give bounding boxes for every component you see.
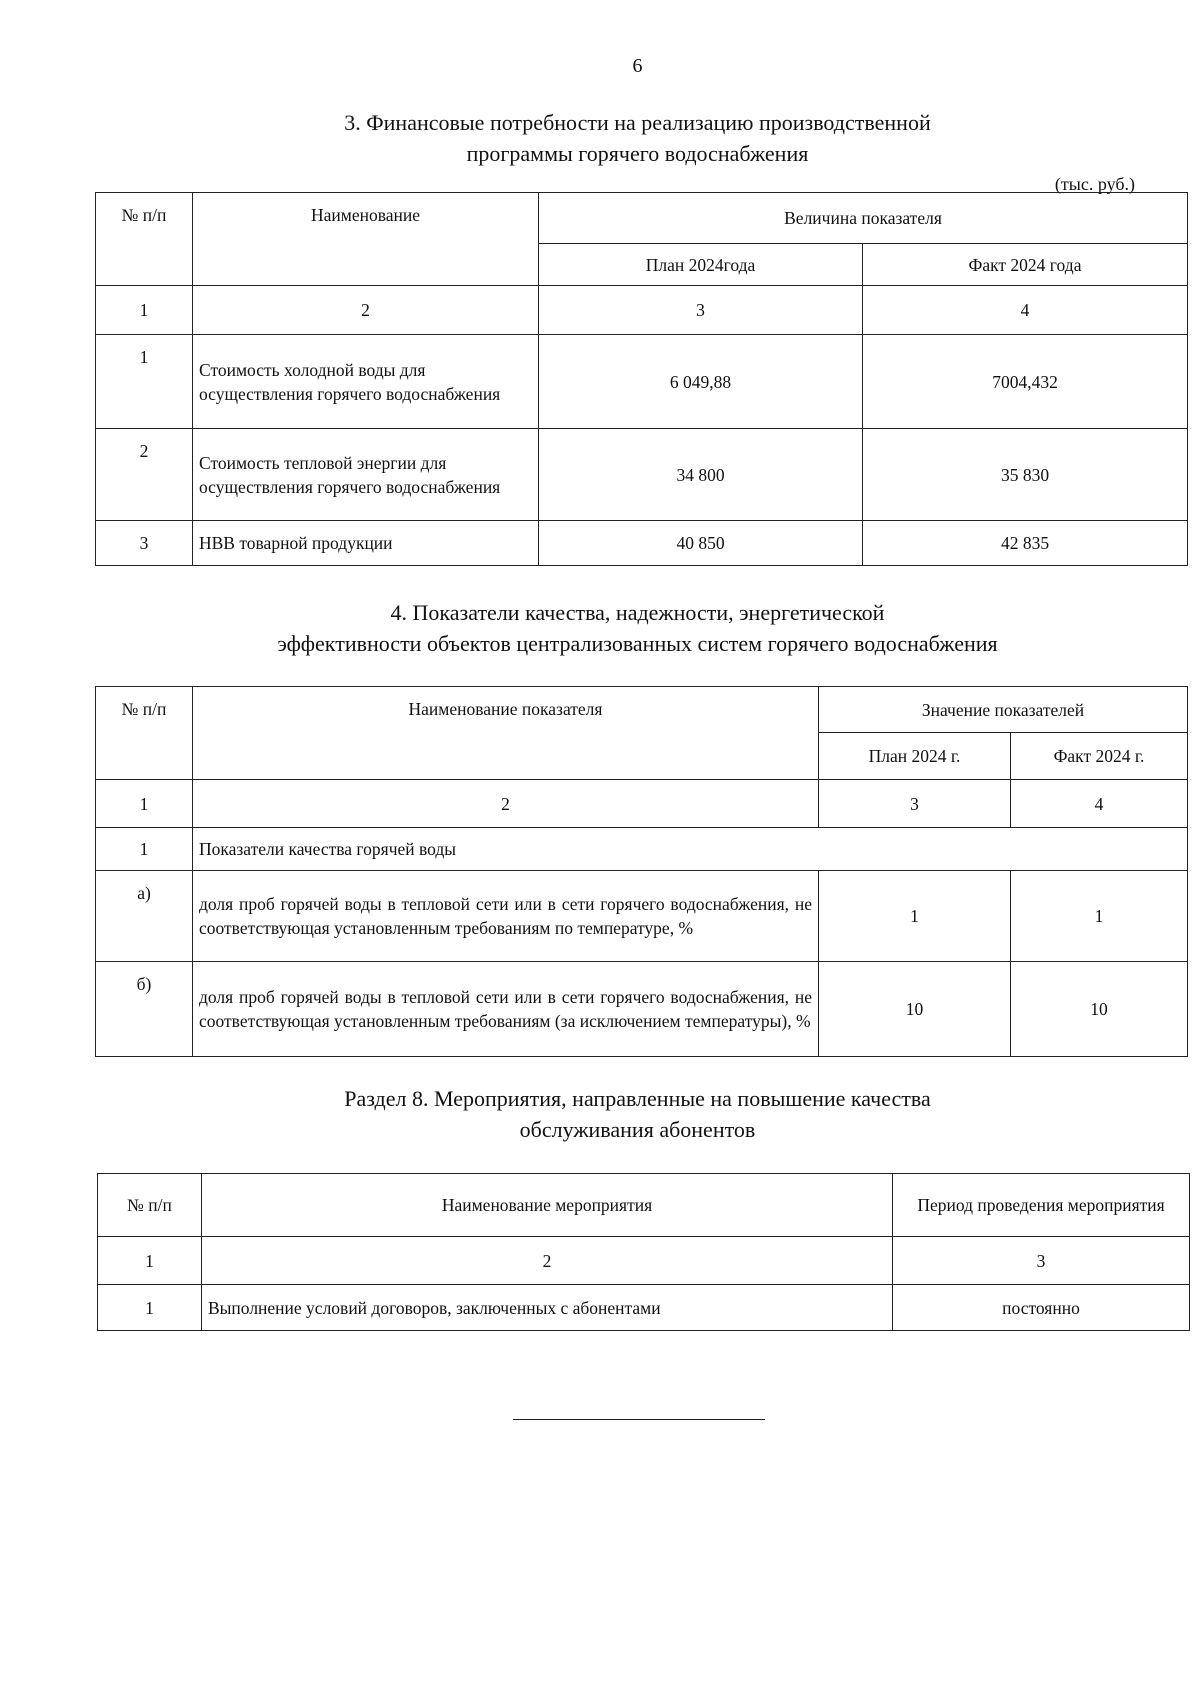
quality-indicators-table xyxy=(95,686,1188,1057)
row-num: 1 xyxy=(96,335,193,429)
row-fact: 42 835 xyxy=(863,521,1188,566)
header-fact: Факт 2024 года xyxy=(863,244,1188,286)
service-measures-table xyxy=(97,1173,1190,1331)
header-fact: Факт 2024 г. xyxy=(1011,733,1188,780)
row-name: Выполнение условий договоров, заключенных с абонентами xyxy=(202,1285,893,1331)
section4-title-line2: эффективности объектов централизованных систем горячего водоснабжения xyxy=(277,631,998,656)
group-name: Показатели качества горячей воды xyxy=(193,828,1188,871)
header-num: № п/п xyxy=(96,193,193,286)
row-name: доля проб горячей воды в тепловой сети или в сети горячего водоснабжения, не соответствующая установленным требованиям по температуре, % xyxy=(193,871,819,962)
header-name: Наименование показателя xyxy=(193,687,819,780)
col-number: 3 xyxy=(819,780,1011,828)
row-name: Стоимость холодной воды для осуществления горячего водоснабжения xyxy=(193,335,539,429)
row-fact: 7004,432 xyxy=(863,335,1188,429)
page-number: 6 xyxy=(632,55,643,77)
row-plan: 6 049,88 xyxy=(539,335,863,429)
header-group: Значение показателей xyxy=(819,687,1188,733)
col-number: 1 xyxy=(98,1237,202,1285)
section3-title-line1: 3. Финансовые потребности на реализацию производственной xyxy=(344,110,931,135)
col-number: 1 xyxy=(96,286,193,335)
row-num: б) xyxy=(96,962,193,1057)
group-num: 1 xyxy=(96,828,193,871)
column-numbers-row xyxy=(96,780,1188,828)
header-period: Период проведения мероприятия xyxy=(893,1174,1190,1237)
col-number: 1 xyxy=(96,780,193,828)
section8-title-line2: обслуживания абонентов xyxy=(519,1117,756,1142)
group-row xyxy=(96,828,1188,871)
header-group: Величина показателя xyxy=(539,193,1188,244)
col-number: 2 xyxy=(193,780,819,828)
section8-title-line1: Раздел 8. Мероприятия, направленные на повышение качества xyxy=(344,1086,931,1111)
col-number: 4 xyxy=(863,286,1188,335)
col-number: 3 xyxy=(539,286,863,335)
table-row xyxy=(96,335,1188,429)
table-row xyxy=(96,521,1188,566)
row-fact: 35 830 xyxy=(863,429,1188,521)
header-num: № п/п xyxy=(96,687,193,780)
table-row xyxy=(98,1285,1190,1331)
end-divider xyxy=(513,1419,765,1420)
row-num: а) xyxy=(96,871,193,962)
table-row xyxy=(96,429,1188,521)
financial-needs-table xyxy=(95,192,1188,566)
row-fact: 1 xyxy=(1011,871,1188,962)
col-number: 2 xyxy=(193,286,539,335)
col-number: 4 xyxy=(1011,780,1188,828)
row-fact: 10 xyxy=(1011,962,1188,1057)
row-num: 2 xyxy=(96,429,193,521)
header-name: Наименование xyxy=(193,193,539,286)
table-row xyxy=(96,871,1188,962)
row-plan: 1 xyxy=(819,871,1011,962)
row-num: 3 xyxy=(96,521,193,566)
row-plan: 40 850 xyxy=(539,521,863,566)
column-numbers-row xyxy=(96,286,1188,335)
section3-title-line2: программы горячего водоснабжения xyxy=(466,141,809,166)
row-plan: 34 800 xyxy=(539,429,863,521)
header-num: № п/п xyxy=(98,1174,202,1237)
section8-title xyxy=(0,1083,1200,1145)
col-number: 2 xyxy=(202,1237,893,1285)
row-num: 1 xyxy=(98,1285,202,1331)
header-plan: План 2024года xyxy=(539,244,863,286)
units-label: (тыс. руб.) xyxy=(1054,174,1135,194)
row-name: НВВ товарной продукции xyxy=(193,521,539,566)
section3-title xyxy=(0,107,1200,169)
row-period: постоянно xyxy=(893,1285,1190,1331)
column-numbers-row xyxy=(98,1237,1190,1285)
col-number: 3 xyxy=(893,1237,1190,1285)
section4-title-line1: 4. Показатели качества, надежности, энергетической xyxy=(390,600,885,625)
table-row xyxy=(96,962,1188,1057)
header-plan: План 2024 г. xyxy=(819,733,1011,780)
section4-title xyxy=(0,597,1200,659)
row-name: доля проб горячей воды в тепловой сети или в сети горячего водоснабжения, не соответствующая установленным требованиям (за исключением температуры), % xyxy=(193,962,819,1057)
row-name: Стоимость тепловой энергии для осуществления горячего водоснабжения xyxy=(193,429,539,521)
header-name: Наименование мероприятия xyxy=(202,1174,893,1237)
row-plan: 10 xyxy=(819,962,1011,1057)
